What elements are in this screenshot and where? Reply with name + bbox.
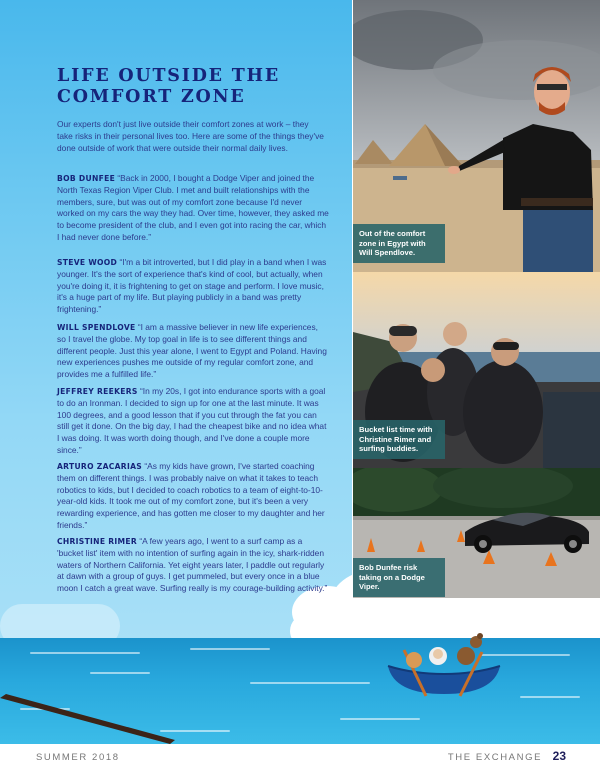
- magazine-name: THE EXCHANGE: [447, 752, 542, 763]
- photo-egypt: [353, 0, 600, 272]
- photo-caption: Out of the comfort zone in Egypt with Will Spendlove.: [353, 224, 445, 263]
- quote-author: ARTURO ZACARIAS: [57, 462, 143, 471]
- issue-label: SUMMER 2018: [36, 752, 120, 763]
- title-line-2: COMFORT ZONE: [57, 87, 246, 107]
- quote-block: [57, 173, 329, 244]
- surfboard-illustration: [0, 690, 180, 744]
- quote-text: “Back in 2000, I bought a Dodge Viper and joined the North Texas Region Viper Club. I met and built relationships with the members, sure, but was out of my comfort zone because I'd never worked on my cars the way they had. Over time, however, they asked me to become president of the club, and I even got into racing the car, which I had never done before.”: [57, 173, 329, 242]
- photo-dodge-viper: [353, 468, 600, 598]
- article-intro: Our experts don't just live outside their comfort zones at work – they take risks in their personal lives too. Here are some of the things they've done outside of work that were outside their normal daily lives.: [57, 119, 324, 153]
- quote-block: [57, 386, 329, 457]
- quote-block: [57, 322, 329, 381]
- quote-text: “A few years ago, I went to a surf camp as a 'bucket list' item with no intention of surfing again in the icy, shark-ridden waters of Northern California. Yet eight years later, I paddle out regularly at dawn with a group of guys. I get pummeled, but every once in a blue moon I catch a great wave. Surfing really is my courage-building activity.”: [57, 536, 328, 594]
- quote-block: [57, 461, 329, 532]
- quote-author: JEFFREY REEKERS: [57, 387, 138, 396]
- quote-text: “In my 20s, I got into endurance sports with a goal to do an Ironman. I decided to sign up for one at the last minute. It was 100 degrees, and a good lesson that if you cut through the fat you can still get it done. On the big day, I had the cheapest bike and no idea what I was doing. It was worth doing though, and I've done a couple more since.”: [57, 386, 327, 455]
- quote-text: “I'm a bit introverted, but I did play in a band when I was younger. It's the sort of experience that's kind of cool, but actually, when you're doing it, it is frightening to get on stage and perform. I love music, it's a huge part of my life. But playing publicly in a band was pretty frightening.”: [57, 257, 327, 315]
- quote-text: “I am a massive believer in new life experiences, so I travel the globe. My top goal in life is to see different things and different people. Just this year alone, I went to Egypt and Poland. Having new experiences pushes me outside of my regular comfort zone, and provides me a fulfilled life.”: [57, 322, 327, 380]
- page-footer: [0, 744, 600, 776]
- title-line-1: LIFE OUTSIDE THE: [57, 66, 281, 86]
- quote-author: STEVE WOOD: [57, 258, 118, 267]
- quote-block: [57, 257, 329, 316]
- photo-surf-group: [353, 272, 600, 468]
- quote-text: “As my kids have grown, I've started coaching them on different things. I was probably naive on what it takes to teach robotics to kids, but I decided to coach robotics to a team of eight-to-10-year-old kids. It took me out of my comfort zone, but it's been a very rewarding experience, and has gotten me closer to my daughter and her friends.”: [57, 461, 325, 530]
- quote-author: CHRISTINE RIMER: [57, 537, 138, 546]
- photo-caption: Bob Dunfee risk taking on a Dodge Viper.: [353, 558, 445, 597]
- quote-block: [57, 536, 329, 595]
- canoe-mascots-illustration: [384, 628, 504, 698]
- page-number: 23: [552, 749, 566, 763]
- photo-caption: Bucket list time with Christine Rimer and surfing buddies.: [353, 420, 445, 459]
- quote-author: BOB DUNFEE: [57, 174, 116, 183]
- article-title: [57, 66, 347, 108]
- quote-author: WILL SPENDLOVE: [57, 323, 136, 332]
